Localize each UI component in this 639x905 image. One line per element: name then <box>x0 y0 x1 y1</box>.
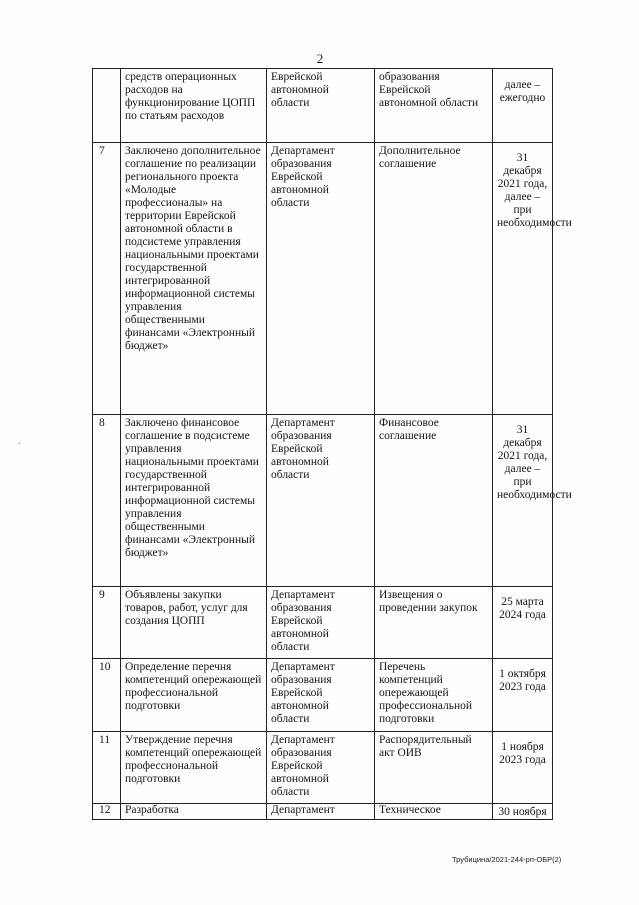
deadline-cell: 30 ноября <box>493 804 553 820</box>
deadline-cell: 31 декабря 2021 года, далее – при необходимости <box>493 415 553 587</box>
document-cell: Извещения о проведении закупок <box>375 587 493 659</box>
table-row <box>93 415 553 587</box>
row-number <box>93 69 121 143</box>
event-cell: Определение перечня компетенций опережающей профессиональной подготовки <box>121 659 267 732</box>
event-cell: Разработка <box>121 804 267 820</box>
deadline-cell: далее – ежегодно <box>493 69 553 143</box>
event-cell: Объявлены закупки товаров, работ, услуг для создания ЦОПП <box>121 587 267 659</box>
deadline-cell: 1 октября 2023 года <box>493 659 553 732</box>
responsible-cell: Департамент образования Еврейской автономной области <box>267 415 375 587</box>
document-cell: Техническое <box>375 804 493 820</box>
action-plan-table <box>92 68 572 820</box>
event-cell: Утверждение перечня компетенций опережающей профессиональной подготовки <box>121 732 267 804</box>
row-number: 11 <box>93 732 121 804</box>
event-cell: средств операционных расходов на функционирование ЦОПП по статьям расходов <box>121 69 267 143</box>
responsible-cell: Еврейской автономной области <box>267 69 375 143</box>
document-cell: Дополнительное соглашение <box>375 143 493 415</box>
document-cell: Распорядительный акт ОИВ <box>375 732 493 804</box>
responsible-cell: Департамент образования Еврейской автономной области <box>267 659 375 732</box>
deadline-cell: 31 декабря 2021 года, далее – при необходимости <box>493 143 553 415</box>
deadline-cell: 1 ноября 2023 года <box>493 732 553 804</box>
document-cell: Финансовое соглашение <box>375 415 493 587</box>
table-row <box>93 143 553 415</box>
row-number: 9 <box>93 587 121 659</box>
scan-speck: . <box>18 436 21 447</box>
row-number: 7 <box>93 143 121 415</box>
table-row <box>93 732 553 804</box>
row-number: 12 <box>93 804 121 820</box>
responsible-cell: Департамент <box>267 804 375 820</box>
document-cell: образования Еврейской автономной области <box>375 69 493 143</box>
document-cell: Перечень компетенций опережающей профессиональной подготовки <box>375 659 493 732</box>
responsible-cell: Департамент образования Еврейской автономной области <box>267 587 375 659</box>
page-number: 2 <box>316 51 324 66</box>
row-number: 8 <box>93 415 121 587</box>
event-cell: Заключено финансовое соглашение в подсистеме управления национальными проектами государственной интегрированной информационной системы управления общественными финансами «Электронный бюджет» <box>121 415 267 587</box>
deadline-cell: 25 марта 2024 года <box>493 587 553 659</box>
table-row <box>93 659 553 732</box>
document-footer-code: Трубицина/2021-244-рп-ОБР(2) <box>452 855 562 864</box>
responsible-cell: Департамент образования Еврейской автономной области <box>267 732 375 804</box>
event-cell: Заключено дополнительное соглашение по реализации регионального проекта «Молодые профессионалы» на территории Еврейской автономной области в подсистеме управления национальными проектами государственной интегрированной информационной системы управления общественными финансами «Электронный бюджет» <box>121 143 267 415</box>
row-number: 10 <box>93 659 121 732</box>
table-row <box>93 804 553 820</box>
table-row <box>93 69 553 143</box>
responsible-cell: Департамент образования Еврейской автономной области <box>267 143 375 415</box>
table-row <box>93 587 553 659</box>
